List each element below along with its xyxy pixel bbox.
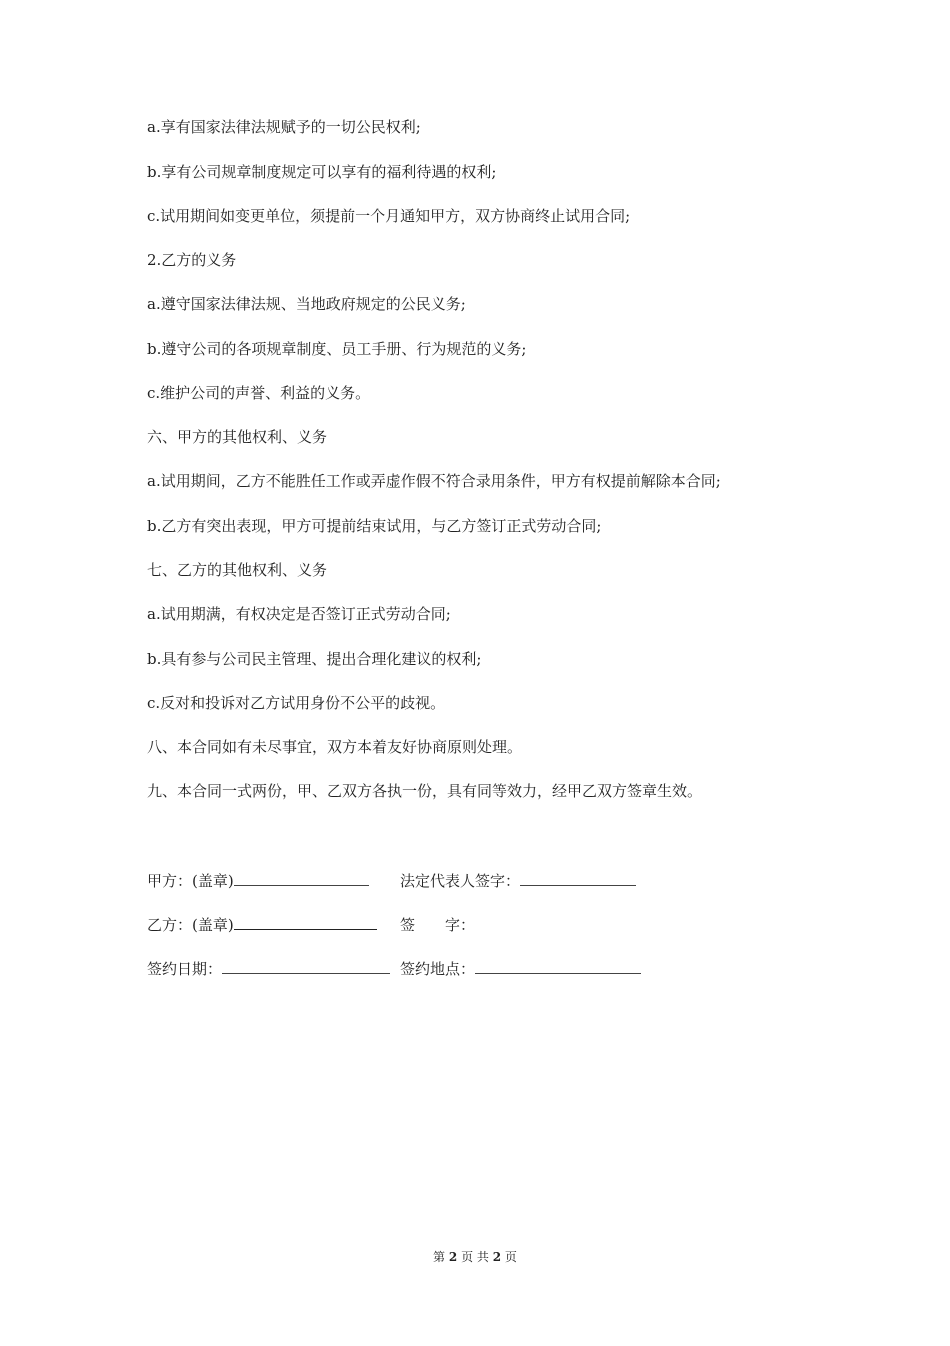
footer-suffix: 页 bbox=[504, 1250, 517, 1264]
place-row bbox=[400, 959, 641, 979]
sign-label: 签 字： bbox=[400, 916, 476, 934]
section-heading-seven: 七、乙方的其他权利、义务 bbox=[147, 561, 328, 579]
legal-rep-label: 法定代表人签字： bbox=[400, 872, 521, 890]
current-page-number: 2 bbox=[448, 1250, 458, 1264]
clause-a-section-seven: a.试用期满，有权决定是否签订正式劳动合同; bbox=[147, 605, 451, 623]
place-label: 签约地点： bbox=[400, 960, 476, 978]
party-a-seal-row bbox=[147, 871, 369, 891]
clause-c-rights: c.试用期间如变更单位，须提前一个月通知甲方，双方协商终止试用合同; bbox=[147, 207, 631, 225]
clause-c-section-seven: c.反对和投诉对乙方试用身份不公平的歧视。 bbox=[147, 694, 446, 712]
clause-a-obligations: a.遵守国家法律法规、当地政府规定的公民义务; bbox=[147, 295, 466, 313]
section-nine: 九、本合同一式两份，甲、乙双方各执一份，具有同等效力，经甲乙双方签章生效。 bbox=[147, 782, 703, 800]
party-b-seal-blank[interactable] bbox=[234, 915, 377, 930]
place-blank[interactable] bbox=[475, 959, 641, 974]
clause-b-section-seven: b.具有参与公司民主管理、提出合理化建议的权利; bbox=[147, 650, 482, 668]
page-footer bbox=[0, 1249, 950, 1265]
clause-a-rights: a.享有国家法律法规赋予的一切公民权利; bbox=[147, 118, 421, 136]
date-row bbox=[147, 959, 390, 979]
clause-b-obligations: b.遵守公司的各项规章制度、员工手册、行为规范的义务; bbox=[147, 340, 527, 358]
section-eight: 八、本合同如有未尽事宜，双方本着友好协商原则处理。 bbox=[147, 738, 523, 756]
sign-row bbox=[400, 915, 475, 935]
date-blank[interactable] bbox=[222, 959, 390, 974]
party-b-seal-row bbox=[147, 915, 377, 935]
party-a-seal-label: 甲方：(盖章) bbox=[147, 872, 234, 890]
clause-b-section-six: b.乙方有突出表现，甲方可提前结束试用，与乙方签订正式劳动合同; bbox=[147, 517, 602, 535]
date-label: 签约日期： bbox=[147, 960, 223, 978]
clause-a-section-six: a.试用期间，乙方不能胜任工作或弄虚作假不符合录用条件，甲方有权提前解除本合同; bbox=[147, 472, 721, 490]
legal-rep-blank[interactable] bbox=[520, 871, 636, 886]
legal-rep-row bbox=[400, 871, 636, 891]
clause-b-rights: b.享有公司规章制度规定可以享有的福利待遇的权利; bbox=[147, 163, 497, 181]
clause-c-obligations: c.维护公司的声誉、利益的义务。 bbox=[147, 384, 371, 402]
footer-prefix: 第 bbox=[433, 1250, 446, 1264]
section-heading-six: 六、甲方的其他权利、义务 bbox=[147, 428, 328, 446]
total-page-number: 2 bbox=[492, 1250, 502, 1264]
section-heading-party-b-obligations: 2.乙方的义务 bbox=[147, 251, 237, 269]
footer-middle: 页 共 bbox=[461, 1250, 489, 1264]
party-b-seal-label: 乙方：(盖章) bbox=[147, 916, 234, 934]
party-a-seal-blank[interactable] bbox=[234, 871, 369, 886]
